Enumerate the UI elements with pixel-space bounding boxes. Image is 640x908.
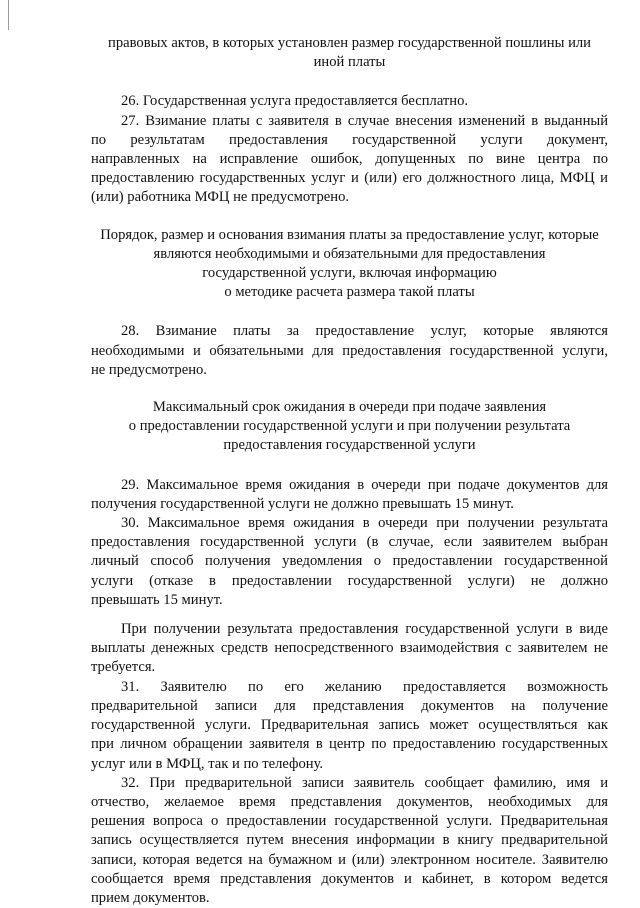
- paragraph-line: предварительной записи для представления документов на получение: [91, 697, 608, 714]
- section-heading-waiting-time: [91, 398, 608, 456]
- heading-line: иной платы: [313, 54, 386, 71]
- paragraph-line: требуется.: [91, 659, 156, 676]
- document-page: [91, 34, 608, 908]
- section-heading-fees-acts: [91, 34, 608, 72]
- paragraph-line: необходимыми и обязательными для предоставления государственной услуги,: [91, 342, 608, 359]
- heading-line: Порядок, размер и основания взимания платы за предоставление услуг, которые: [100, 226, 599, 243]
- paragraph-line: 29. Максимальное время ожидания в очереди при подаче документов для: [121, 476, 608, 493]
- heading-line: предоставления государственной услуги: [223, 437, 476, 454]
- paragraph-line: превышать 15 минут.: [91, 591, 223, 608]
- paragraph-line: 32. При предварительной записи заявитель сообщает фамилию, имя и: [121, 774, 608, 791]
- paragraph-27: [91, 112, 608, 208]
- paragraph-30-continued: [91, 620, 608, 678]
- paragraph-line: 26. Государственная услуга предоставляется бесплатно.: [121, 93, 469, 110]
- paragraph-line: при личном обращении заявителя в центр по предоставлению государственных: [91, 736, 608, 753]
- heading-line: государственной услуги, включая информацию: [202, 265, 497, 282]
- paragraph-26: [91, 92, 608, 111]
- paragraph-line: направленных на исправление ошибок, допущенных по вине центра по: [91, 151, 608, 168]
- scan-edge-line: [8, 0, 9, 30]
- paragraph-line: не предусмотрено.: [91, 361, 207, 378]
- paragraph-line: предоставлению государственных услуг и (или) его должностного лица, МФЦ и: [91, 170, 608, 187]
- paragraph-28: [91, 322, 608, 380]
- paragraph-line: услуги (отказе в предоставлении государственной услуги) не должно: [91, 572, 608, 589]
- paragraph-line: 30. Максимальное время ожидания в очереди при получении результата: [121, 515, 608, 532]
- heading-line: о предоставлении государственной услуги и при получении результата: [128, 418, 571, 435]
- paragraph-32: [91, 774, 608, 908]
- paragraph-line: по результатам предоставления государственной услуги документ,: [91, 131, 608, 148]
- paragraph-line: 27. Взимание платы с заявителя в случае внесения изменений в выданный: [121, 112, 608, 129]
- paragraph-line: личный способ получения уведомления о предоставлении государственной: [91, 553, 608, 570]
- paragraph-30: [91, 514, 608, 610]
- paragraph-line: решения вопроса о предоставлении государственной услуги. Предварительная: [91, 813, 608, 830]
- heading-line: о методике расчета размера такой платы: [224, 284, 475, 301]
- paragraph-line: 31. Заявителю по его желанию предоставляется возможность: [121, 678, 608, 695]
- paragraph-line: 28. Взимание платы за предоставление услуг, которые являются: [121, 323, 608, 340]
- paragraph-line: записи, которая ведется на бумажном и (или) электронном носителе. Заявителю: [91, 851, 608, 868]
- paragraph-line: При получении результата предоставления государственной услуги в виде: [121, 621, 608, 638]
- heading-line: Максимальный срок ожидания в очереди при подаче заявления: [152, 399, 547, 416]
- section-heading-fees-order: [91, 226, 608, 303]
- paragraph-line: прием документов.: [91, 889, 210, 906]
- paragraph-line: государственной услуги. Предварительная запись может осуществляться как: [91, 717, 608, 734]
- paragraph-line: услуг или в МФЦ, так и по телефону.: [91, 755, 324, 772]
- paragraph-line: сообщается время представления документов и кабинет, в котором ведется: [91, 870, 608, 887]
- paragraph-line: отчество, желаемое время представления документов, необходимых для: [91, 793, 608, 810]
- paragraph-line: получения государственной услуги не должно превышать 15 минут.: [91, 495, 514, 512]
- heading-line: являются необходимыми и обязательными для предоставления: [153, 245, 546, 262]
- paragraph-line: (или) работника МФЦ не предусмотрено.: [91, 189, 350, 206]
- paragraph-29: [91, 476, 608, 514]
- paragraph-line: запись осуществляется путем внесения информации в книгу предварительной: [91, 832, 608, 849]
- paragraph-line: предоставления государственной услуги (в случае, если заявителем выбран: [91, 534, 608, 551]
- paragraph-31: [91, 678, 608, 774]
- heading-line: правовых актов, в которых установлен размер государственной пошлины или: [108, 35, 591, 51]
- paragraph-line: выплаты денежных средств непосредственного взаимодействия с заявителем не: [91, 640, 608, 657]
